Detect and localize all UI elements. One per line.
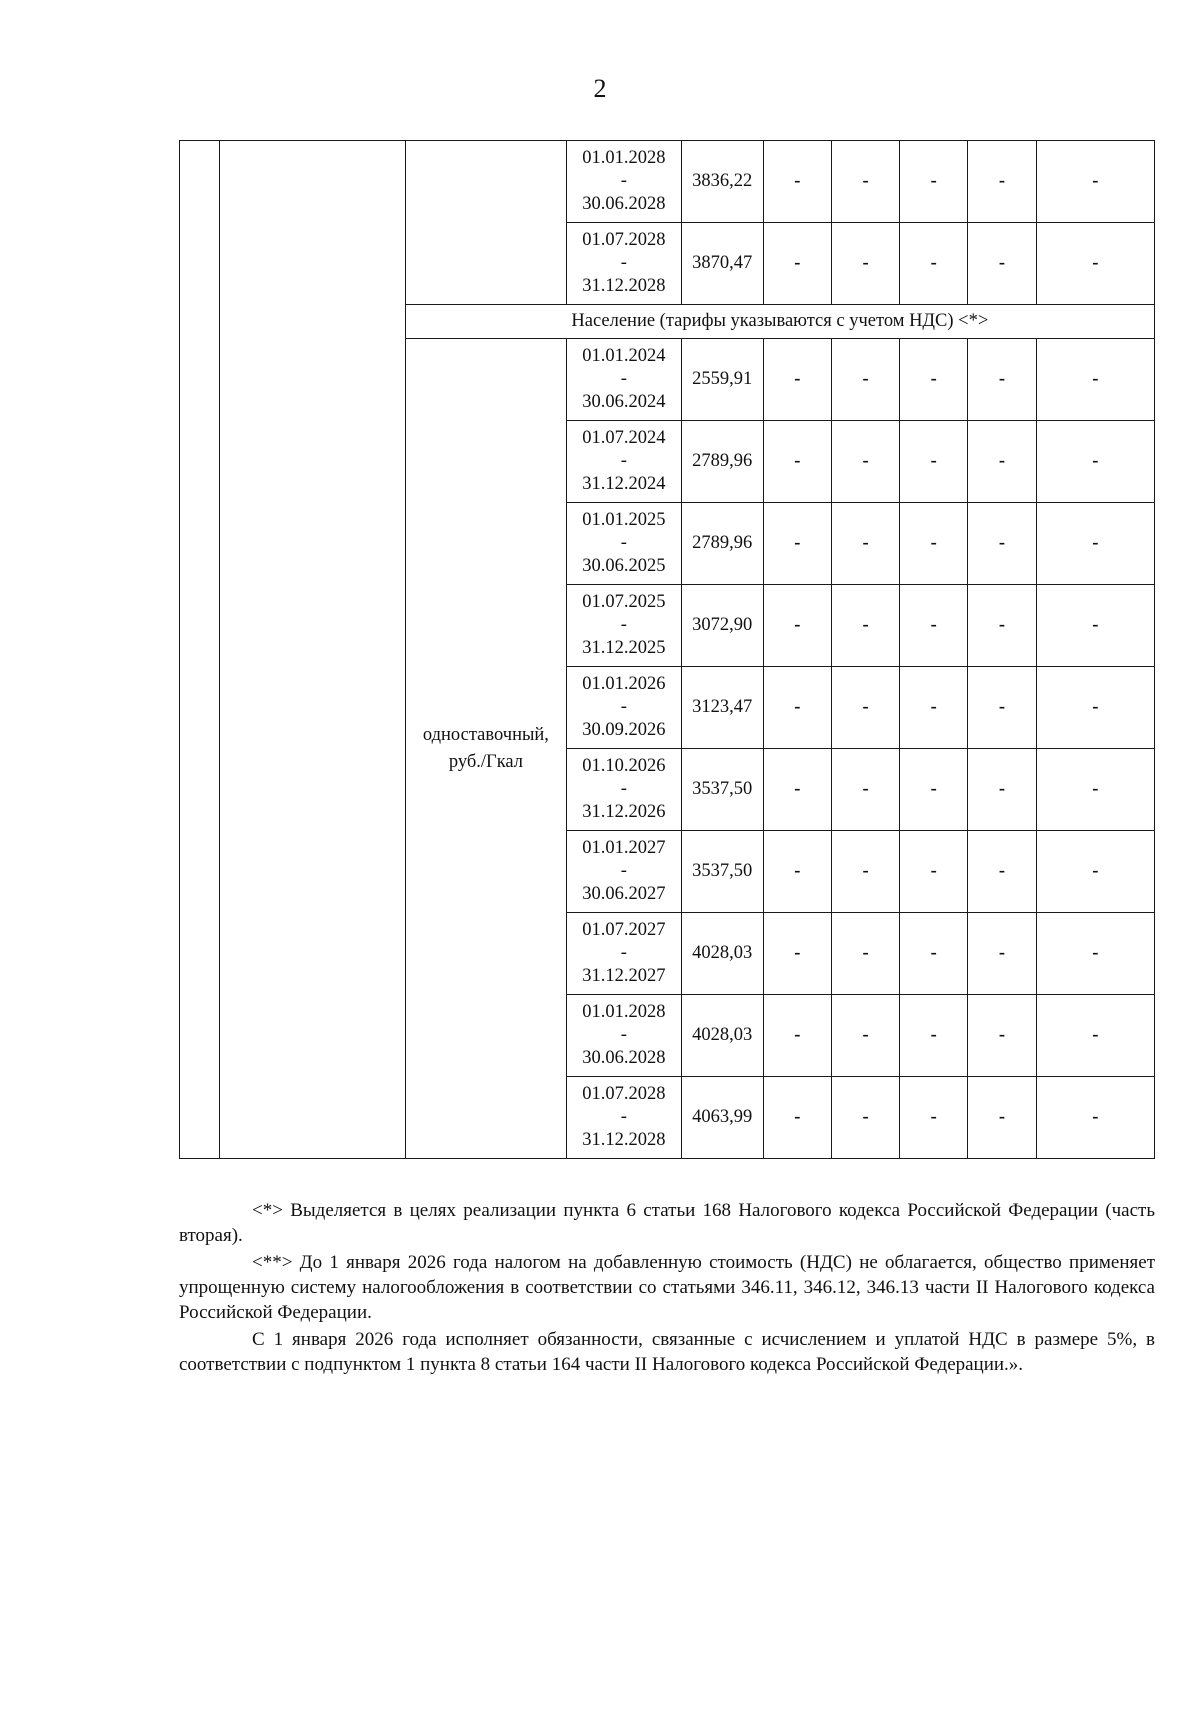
period-end: 31.12.2024 (582, 474, 666, 494)
tariff-type-cell-top (405, 141, 566, 305)
empty-dash-cell: - (900, 995, 968, 1077)
period-cell (567, 503, 681, 585)
empty-dash-cell: - (968, 667, 1036, 749)
period-sep: - (620, 171, 627, 191)
empty-dash-cell: - (1036, 141, 1154, 223)
empty-dash-cell: - (900, 339, 968, 421)
period-start: 01.07.2027 (582, 920, 666, 940)
period-start: 01.10.2026 (582, 756, 666, 776)
footnotes (179, 1198, 1155, 1379)
period-cell (567, 749, 681, 831)
empty-dash-cell: - (763, 339, 831, 421)
period-start: 01.07.2025 (582, 592, 666, 612)
empty-dash-cell: - (900, 913, 968, 995)
footnote-3: С 1 января 2026 года исполняет обязанности, связанные с исчислением и уплатой НДС в размере 5%, в соответствии с подпунктом 1 пункта 8 статьи 164 части II Налогового кодекса Российской Федерации.». (179, 1329, 1155, 1375)
period-start: 01.07.2024 (582, 428, 666, 448)
period-cell (567, 585, 681, 667)
period-sep: - (620, 369, 627, 389)
tariff-unit-cell: одноставочный, руб./Гкал (405, 339, 566, 1159)
period-sep: - (620, 253, 627, 273)
empty-dash-cell: - (831, 141, 899, 223)
empty-dash-cell: - (763, 421, 831, 503)
empty-dash-cell: - (831, 1077, 899, 1159)
empty-dash-cell: - (1036, 503, 1154, 585)
period-sep: - (620, 451, 627, 471)
empty-dash-cell: - (900, 749, 968, 831)
period-end: 31.12.2028 (582, 276, 666, 296)
rate-value: 3537,50 (681, 831, 763, 913)
empty-dash-cell: - (900, 667, 968, 749)
period-end: 30.06.2025 (582, 556, 666, 576)
empty-dash-cell: - (763, 503, 831, 585)
rate-value: 2559,91 (681, 339, 763, 421)
empty-dash-cell: - (1036, 421, 1154, 503)
empty-dash-cell: - (763, 667, 831, 749)
empty-dash-cell: - (831, 667, 899, 749)
period-cell (567, 995, 681, 1077)
period-start: 01.07.2028 (582, 230, 666, 250)
period-cell (567, 223, 681, 305)
number-column-cell (180, 141, 220, 1159)
empty-dash-cell: - (763, 141, 831, 223)
period-start: 01.01.2028 (582, 148, 666, 168)
period-sep: - (620, 1025, 627, 1045)
period-sep: - (620, 779, 627, 799)
period-sep: - (620, 697, 627, 717)
empty-dash-cell: - (831, 913, 899, 995)
empty-dash-cell: - (968, 223, 1036, 305)
empty-dash-cell: - (763, 831, 831, 913)
period-sep: - (620, 1107, 627, 1127)
empty-dash-cell: - (1036, 339, 1154, 421)
period-start: 01.01.2026 (582, 674, 666, 694)
rate-value: 4028,03 (681, 995, 763, 1077)
empty-dash-cell: - (1036, 995, 1154, 1077)
empty-dash-cell: - (968, 913, 1036, 995)
rate-value: 2789,96 (681, 503, 763, 585)
empty-dash-cell: - (831, 995, 899, 1077)
footnote-2: <**> До 1 января 2026 года налогом на добавленную стоимость (НДС) не облагается, общество применяет упрощенную систему налогообложения в соответствии со статьями 346.11, 346.12, 346.13 части II Налогового кодекса Российской Федерации. (179, 1252, 1155, 1323)
rate-value: 4063,99 (681, 1077, 763, 1159)
period-cell (567, 421, 681, 503)
period-start: 01.07.2028 (582, 1084, 666, 1104)
empty-dash-cell: - (763, 223, 831, 305)
period-start: 01.01.2028 (582, 1002, 666, 1022)
empty-dash-cell: - (831, 223, 899, 305)
period-cell (567, 667, 681, 749)
table-row (180, 141, 1155, 223)
organization-column-cell (220, 141, 406, 1159)
empty-dash-cell: - (831, 503, 899, 585)
empty-dash-cell: - (968, 339, 1036, 421)
empty-dash-cell: - (1036, 223, 1154, 305)
page-number: 2 (593, 74, 607, 103)
rate-value: 3870,47 (681, 223, 763, 305)
period-cell (567, 339, 681, 421)
empty-dash-cell: - (968, 141, 1036, 223)
rate-value: 3537,50 (681, 749, 763, 831)
empty-dash-cell: - (831, 585, 899, 667)
period-cell (567, 913, 681, 995)
rate-value: 3072,90 (681, 585, 763, 667)
period-end: 31.12.2026 (582, 802, 666, 822)
empty-dash-cell: - (900, 503, 968, 585)
empty-dash-cell: - (763, 749, 831, 831)
empty-dash-cell: - (968, 421, 1036, 503)
period-sep: - (620, 861, 627, 881)
empty-dash-cell: - (900, 141, 968, 223)
empty-dash-cell: - (831, 749, 899, 831)
footnote-1: <*> Выделяется в целях реализации пункта 6 статьи 168 Налогового кодекса Российской Федерации (часть вторая). (179, 1200, 1155, 1246)
empty-dash-cell: - (968, 749, 1036, 831)
empty-dash-cell: - (968, 995, 1036, 1077)
empty-dash-cell: - (968, 1077, 1036, 1159)
empty-dash-cell: - (968, 585, 1036, 667)
period-end: 30.06.2028 (582, 1048, 666, 1068)
period-cell (567, 831, 681, 913)
period-cell (567, 141, 681, 223)
period-sep: - (620, 943, 627, 963)
empty-dash-cell: - (763, 1077, 831, 1159)
period-end: 31.12.2025 (582, 638, 666, 658)
period-sep: - (620, 533, 627, 553)
empty-dash-cell: - (831, 831, 899, 913)
period-start: 01.01.2025 (582, 510, 666, 530)
rate-value: 4028,03 (681, 913, 763, 995)
empty-dash-cell: - (1036, 749, 1154, 831)
empty-dash-cell: - (900, 585, 968, 667)
rate-value: 3123,47 (681, 667, 763, 749)
empty-dash-cell: - (1036, 585, 1154, 667)
period-end: 30.06.2028 (582, 194, 666, 214)
empty-dash-cell: - (968, 503, 1036, 585)
period-end: 30.06.2027 (582, 884, 666, 904)
empty-dash-cell: - (831, 339, 899, 421)
rate-value: 3836,22 (681, 141, 763, 223)
empty-dash-cell: - (900, 1077, 968, 1159)
section-label: Население (тарифы указываются с учетом НДС) <*> (405, 305, 1154, 339)
tariff-table (179, 140, 1155, 1159)
period-start: 01.01.2027 (582, 838, 666, 858)
empty-dash-cell: - (763, 913, 831, 995)
empty-dash-cell: - (1036, 913, 1154, 995)
period-cell (567, 1077, 681, 1159)
period-end: 31.12.2027 (582, 966, 666, 986)
period-end: 30.09.2026 (582, 720, 666, 740)
period-sep: - (620, 615, 627, 635)
empty-dash-cell: - (1036, 831, 1154, 913)
empty-dash-cell: - (900, 421, 968, 503)
empty-dash-cell: - (763, 585, 831, 667)
empty-dash-cell: - (900, 831, 968, 913)
empty-dash-cell: - (1036, 1077, 1154, 1159)
period-end: 31.12.2028 (582, 1130, 666, 1150)
period-end: 30.06.2024 (582, 392, 666, 412)
empty-dash-cell: - (1036, 667, 1154, 749)
empty-dash-cell: - (831, 421, 899, 503)
empty-dash-cell: - (968, 831, 1036, 913)
period-start: 01.01.2024 (582, 346, 666, 366)
empty-dash-cell: - (763, 995, 831, 1077)
empty-dash-cell: - (900, 223, 968, 305)
rate-value: 2789,96 (681, 421, 763, 503)
